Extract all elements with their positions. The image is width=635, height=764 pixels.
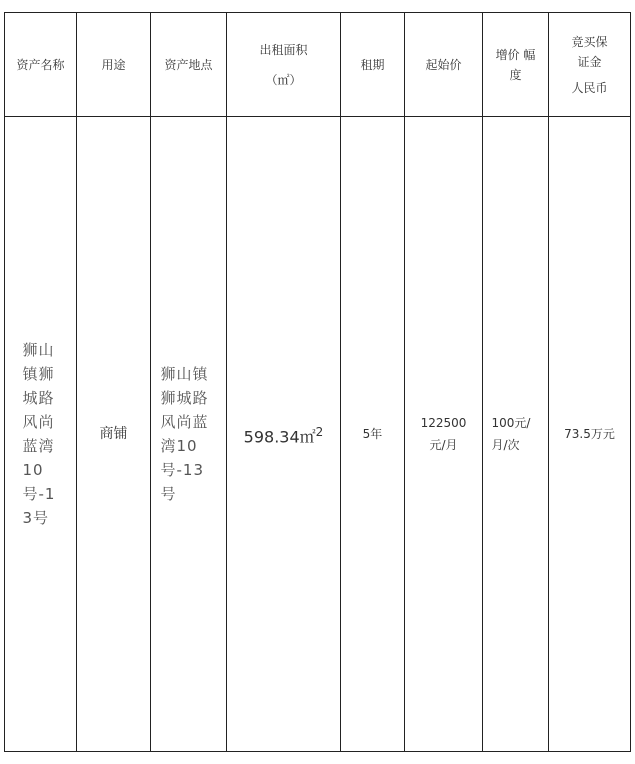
cell-deposit: 73.5万元 bbox=[549, 117, 631, 752]
header-area bbox=[227, 13, 341, 117]
area-superscript: 2 bbox=[315, 424, 324, 439]
start-price-unit: 元/月 bbox=[429, 438, 458, 452]
header-increment: 增价 幅度 bbox=[483, 13, 549, 117]
cell-location: 狮山镇狮城路风尚蓝湾10号-13号 bbox=[151, 117, 227, 752]
start-price-amount: 122500 bbox=[420, 416, 467, 430]
header-location: 资产地点 bbox=[151, 13, 227, 117]
header-deposit bbox=[549, 13, 631, 117]
header-start-price: 起始价 bbox=[405, 13, 483, 117]
cell-usage: 商铺 bbox=[77, 117, 151, 752]
table-row bbox=[5, 117, 631, 752]
header-asset-name: 资产名称 bbox=[5, 13, 77, 117]
cell-asset-name: 狮山镇狮城路风尚蓝湾10号-13号 bbox=[5, 117, 77, 752]
header-deposit-currency: 人民币 bbox=[571, 80, 608, 95]
cell-area: 598.34㎡$^2$ bbox=[227, 117, 341, 752]
asset-lease-table bbox=[4, 12, 631, 752]
cell-term: 5年 bbox=[341, 117, 405, 752]
header-row bbox=[5, 13, 631, 117]
header-usage: 用途 bbox=[77, 13, 151, 117]
header-deposit-label: 竞买保证金 bbox=[571, 34, 608, 69]
header-area-unit: （㎡） bbox=[265, 72, 302, 87]
cell-increment: 100元/月/次 bbox=[483, 117, 549, 752]
header-term: 租期 bbox=[341, 13, 405, 117]
header-area-label: 出租面积 bbox=[259, 42, 308, 57]
cell-start-price bbox=[405, 117, 483, 752]
